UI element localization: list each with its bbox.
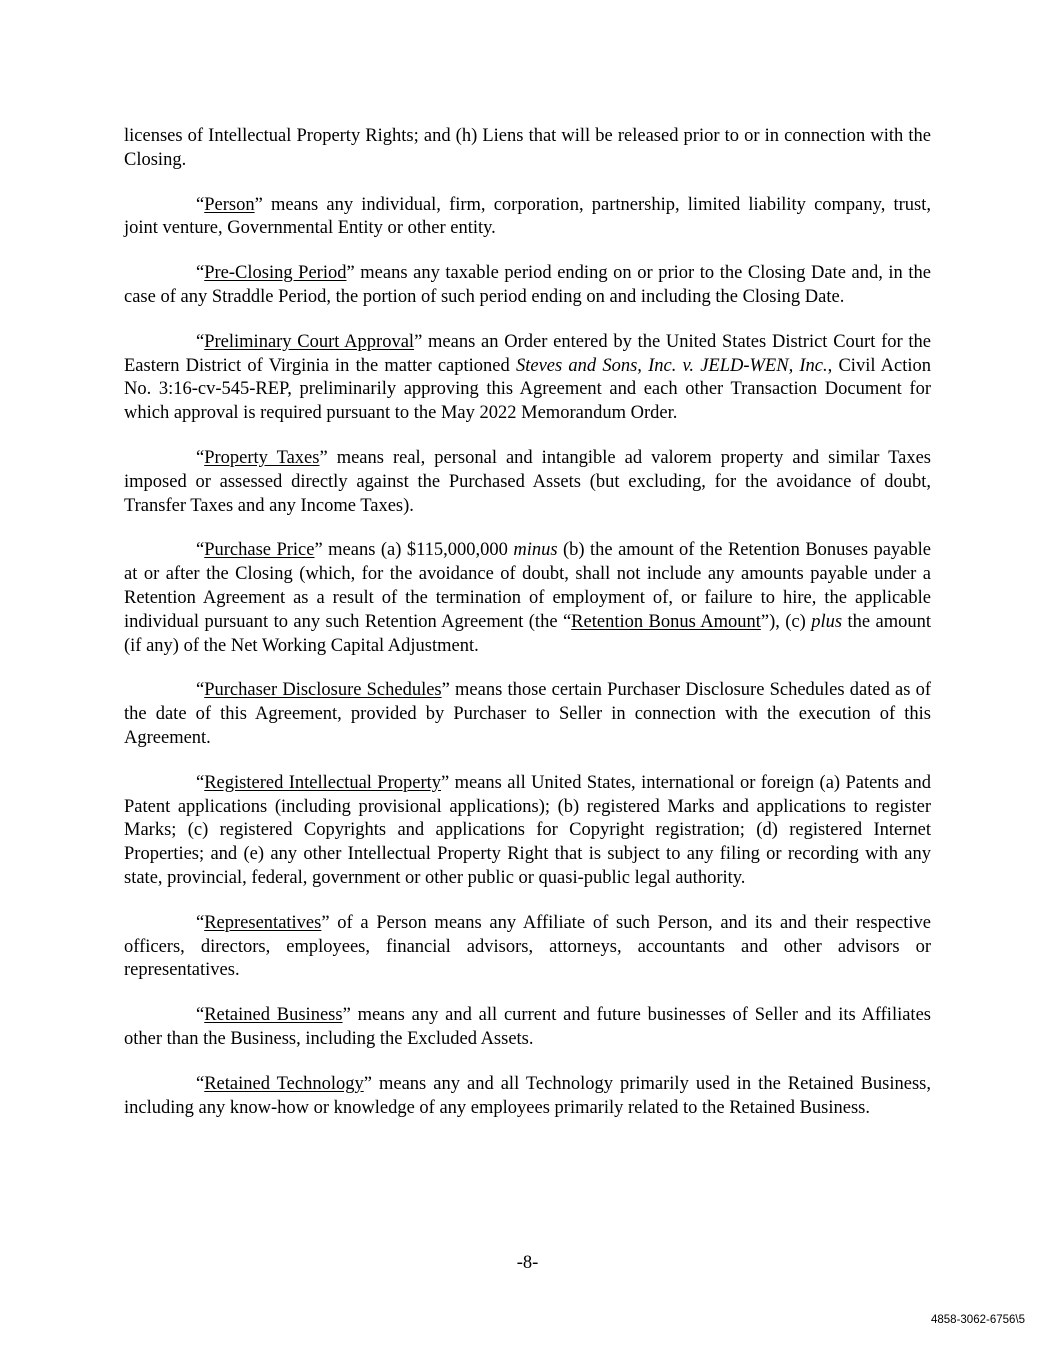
defined-term: Person xyxy=(204,194,255,215)
open-quote: “ xyxy=(196,194,205,215)
definition-pre-closing-period xyxy=(124,262,931,310)
defined-term: Retained Technology xyxy=(204,1073,364,1094)
definition-text: means those certain Purchaser Disclosure Schedules dated as of the date of this Agreement, provided by Purchaser to Seller in connection with the execution of this Agreement. xyxy=(124,680,931,748)
definition-purchaser-disclosure-schedules xyxy=(124,679,931,750)
close-quote: ” xyxy=(321,912,330,933)
definition-text: means any taxable period ending on or prior to the Closing Date and, in the case of any Straddle Period, the portion of such period ending on and including the Closing Date. xyxy=(124,263,931,307)
definition-retained-business xyxy=(124,1004,931,1052)
open-quote: “ xyxy=(196,447,205,468)
open-quote: “ xyxy=(196,912,205,933)
definition-text: means all United States, international or foreign (a) Patents and Patent applications (including provisional applications); (b) registered Marks and applications to register Marks; (c) registered Copyrights and applications for Copyright registration; (d) registered Internet Properties; and (e) any other Intellectual Property Right that is subject to any filing or recording with any state, provincial, federal, government or other public or quasi-public legal authority. xyxy=(124,772,931,888)
definition-text: (b) the amount of the Retention Bonuses payable at or after the Closing (which, for the avoidance of doubt, shall not include any amounts payable under a Retention Agreement as a result of the termination of employment of, or failure to hire, the applicable individual pursuant to any such Retention Agreement (the “ xyxy=(124,540,931,632)
definition-preliminary-court-approval xyxy=(124,331,931,426)
close-quote: ” xyxy=(314,540,323,561)
definition-registered-intellectual-property xyxy=(124,772,931,891)
definition-text: means an Order entered by the United States District Court for the Eastern District of Virginia in the matter captioned xyxy=(124,331,931,376)
defined-term: Purchase Price xyxy=(204,540,315,561)
close-quote: ” xyxy=(254,194,263,215)
close-quote: ” xyxy=(363,1073,372,1094)
close-quote: ” xyxy=(441,680,450,701)
open-quote: “ xyxy=(196,263,205,284)
defined-term: Property Taxes xyxy=(204,447,320,468)
open-quote: “ xyxy=(196,540,205,561)
close-quote: ” xyxy=(342,1005,351,1026)
definition-text: ”), (c) xyxy=(760,611,812,632)
definition-person xyxy=(124,194,931,242)
definition-text: means any and all Technology primarily used in the Retained Business, including any know-how or knowledge of any employees primarily related to the Retained Business. xyxy=(124,1073,931,1118)
definition-text: means (a) $115,000,000 xyxy=(322,540,514,561)
definition-representatives xyxy=(124,912,931,983)
minus-italic: minus xyxy=(513,540,558,561)
plus-italic: plus xyxy=(811,611,843,632)
continuation-text: licenses of Intellectual Property Rights; and (h) Liens that will be released prior to or in connection with the Closing. xyxy=(124,126,931,170)
close-quote: ” xyxy=(414,331,423,352)
open-quote: “ xyxy=(196,1005,205,1026)
open-quote: “ xyxy=(196,680,205,701)
continuation-paragraph xyxy=(124,125,931,173)
open-quote: “ xyxy=(196,1073,205,1094)
defined-term: Registered Intellectual Property xyxy=(204,772,442,793)
defined-term: Representatives xyxy=(204,912,322,933)
document-id: 4858-3062-6756\5 xyxy=(931,1314,1025,1326)
definition-retained-technology xyxy=(124,1073,931,1121)
open-quote: “ xyxy=(196,772,205,793)
definition-text: of a Person means any Affiliate of such Person, and its and their respective officers, directors, employees, financial advisors, attorneys, accountants and other advisors or representatives. xyxy=(124,912,931,981)
close-quote: ” xyxy=(319,447,328,468)
defined-term: Pre-Closing Period xyxy=(204,263,347,284)
defined-term: Preliminary Court Approval xyxy=(204,331,415,352)
document-body xyxy=(124,125,931,1141)
close-quote: ” xyxy=(346,263,355,284)
definition-text: means any and all current and future businesses of Seller and its Affiliates other than the Business, including the Excluded Assets. xyxy=(124,1005,931,1049)
page-number: -8- xyxy=(516,1253,539,1273)
defined-term: Retained Business xyxy=(204,1005,343,1026)
definition-purchase-price xyxy=(124,539,931,658)
close-quote: ” xyxy=(441,772,450,793)
definition-text: , Civil Action No. 3:16-cv-545-REP, preliminarily approving this Agreement and each other Transaction Document for which approval is required pursuant to the May 2022 Memorandum Order. xyxy=(124,355,931,424)
definition-text: means real, personal and intangible ad valorem property and similar Taxes imposed or assessed directly against the Purchased Assets (but excluding, for the avoidance of doubt, Transfer Taxes and any Income Taxes). xyxy=(124,447,931,516)
definition-property-taxes xyxy=(124,447,931,518)
case-caption: Steves and Sons, Inc. v. JELD-WEN, Inc. xyxy=(515,355,828,376)
definition-text: means any individual, firm, corporation, partnership, limited liability company, trust, joint venture, Governmental Entity or other entity. xyxy=(124,194,931,239)
defined-term-inline: Retention Bonus Amount xyxy=(571,611,761,632)
open-quote: “ xyxy=(196,331,205,352)
definition-text: the amount (if any) of the Net Working Capital Adjustment. xyxy=(124,611,932,656)
defined-term: Purchaser Disclosure Schedules xyxy=(204,680,442,701)
